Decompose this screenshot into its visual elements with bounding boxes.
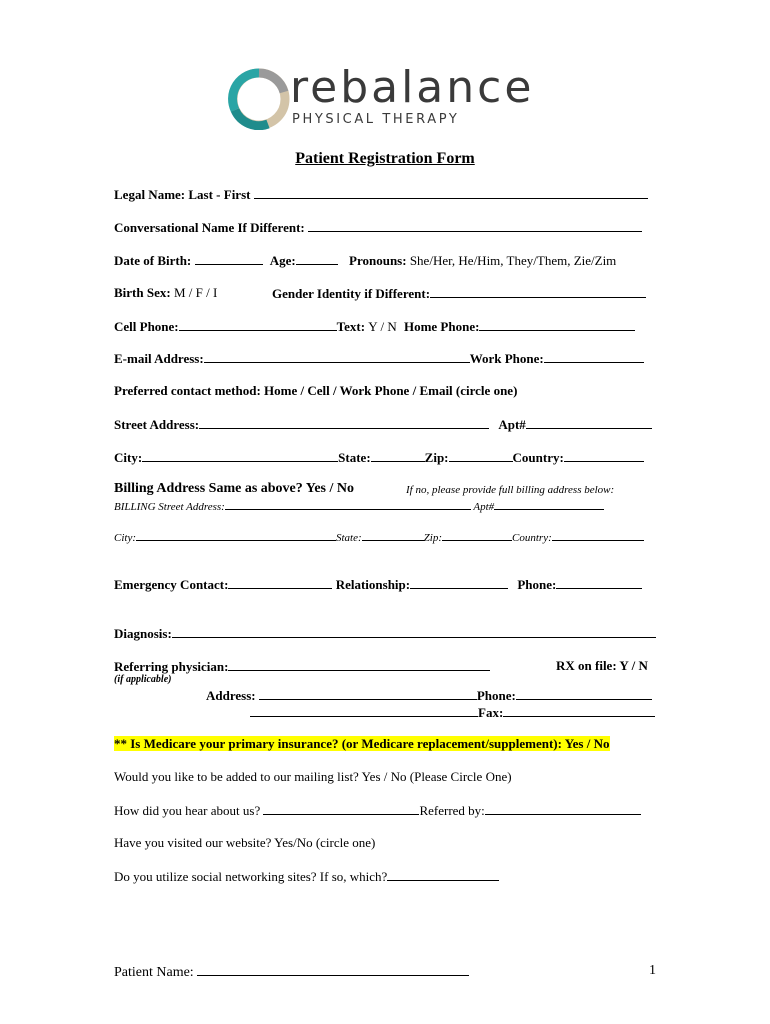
referred-by-label: Referred by: [419,803,485,818]
billing-city-row [114,530,644,544]
age-label: Age: [269,253,296,268]
dob-field[interactable] [195,252,263,265]
logo-wordmark: rebalance [290,62,535,113]
city-row [114,449,644,466]
social-label: Do you utilize social networking sites? If so, which? [114,869,388,884]
billing-street-row [114,499,604,513]
page-number: 1 [649,963,656,978]
phone-row [114,318,635,335]
street-address-label: Street Address: [114,417,200,432]
physician-address-label: Address: [206,688,256,703]
street-row [114,416,652,433]
billing-city-field[interactable] [136,530,336,541]
email-field[interactable] [204,350,470,363]
email-row [114,350,644,367]
legal-name-row [114,186,648,203]
state-label: State: [338,450,371,465]
home-phone-label: Home Phone: [403,319,480,334]
country-label: Country: [512,450,564,465]
billing-state-label: State: [336,532,362,544]
apt-label: Apt# [498,417,526,432]
dob-label: Date of Birth: [114,253,192,268]
billing-country-label: Country: [512,532,552,544]
country-field[interactable] [564,449,644,462]
state-field[interactable] [371,449,425,462]
medicare-question-text[interactable]: ** Is Medicare your primary insurance? (or Medicare replacement/supplement): Yes / No [114,736,610,751]
home-phone-field[interactable] [479,318,635,331]
logo [228,68,290,130]
text-options[interactable]: Y / N [368,319,397,334]
billing-country-field[interactable] [552,530,644,541]
birth-sex-row [114,285,217,301]
emergency-phone-label: Phone: [517,577,557,592]
city-field[interactable] [142,449,338,462]
diagnosis-label: Diagnosis: [114,626,172,641]
apt-field[interactable] [526,416,652,429]
relationship-field[interactable] [410,576,508,589]
billing-apt-field[interactable] [494,499,604,510]
mailing-list-question[interactable]: Would you like to be added to our mailing list? Yes / No (Please Circle One) [114,769,512,784]
physician-address-row [206,687,652,704]
physician-fax-label: Fax: [478,705,504,720]
birth-sex-options[interactable]: M / F / I [173,285,218,300]
social-row [114,868,499,885]
street-address-field[interactable] [199,416,489,429]
cell-phone-field[interactable] [179,318,337,331]
patient-name-row [114,963,469,981]
pronouns-label: Pronouns: [349,253,407,268]
rx-on-file[interactable]: RX on file: Y / N [556,658,648,673]
physician-phone-label: Phone: [476,688,516,703]
billing-note: If no, please provide full billing address below: [406,484,615,496]
city-label: City: [114,450,143,465]
emergency-contact-label: Emergency Contact: [114,577,229,592]
billing-city-label: City: [114,532,136,544]
if-applicable: (if applicable) [114,674,172,685]
billing-zip-label: Zip: [423,532,443,544]
billing-state-field[interactable] [362,530,424,541]
physician-address-line2[interactable] [250,704,478,717]
conversational-name-label: Conversational Name If Different: [114,220,305,235]
emergency-phone-field[interactable] [556,576,642,589]
legal-name-label: Legal Name: Last - First [114,187,251,202]
physician-row [114,658,490,675]
work-phone-label: Work Phone: [469,351,544,366]
work-phone-field[interactable] [544,350,644,363]
emergency-row [114,576,642,593]
birth-sex-label: Birth Sex: [114,285,171,300]
referring-physician-label: Referring physician: [114,659,229,674]
referred-by-field[interactable] [485,802,641,815]
medicare-question [114,736,610,752]
referring-physician-field[interactable] [228,658,490,671]
zip-field[interactable] [449,449,513,462]
emergency-contact-field[interactable] [228,576,332,589]
zip-label: Zip: [424,450,449,465]
hear-about-label: How did you hear about us? [114,803,261,818]
age-field[interactable] [296,252,338,265]
hear-about-field[interactable] [263,802,419,815]
website-question[interactable]: Have you visited our website? Yes/No (circle one) [114,835,376,850]
logo-ring-icon [228,68,290,130]
physician-address-field[interactable] [259,687,477,700]
patient-name-field[interactable] [197,963,469,976]
billing-street-field[interactable] [225,499,471,510]
gender-identity-label: Gender Identity if Different: [272,286,431,301]
hear-about-row [114,802,641,819]
form-title: Patient Registration Form [295,150,475,167]
social-field[interactable] [387,868,499,881]
physician-fax-row [250,704,655,721]
relationship-label: Relationship: [335,577,411,592]
billing-apt-label: Apt# [473,501,495,513]
billing-question[interactable]: Billing Address Same as above? Yes / No [114,481,354,496]
dob-row [114,252,616,269]
gender-identity-row [272,285,646,302]
logo-subtitle: PHYSICAL THERAPY [292,112,460,127]
cell-phone-label: Cell Phone: [114,319,179,334]
physician-phone-field[interactable] [516,687,652,700]
conversational-name-field[interactable] [308,219,642,232]
preferred-contact[interactable]: Preferred contact method: Home / Cell / Work Phone / Email (circle one) [114,383,518,398]
conversational-name-row [114,219,642,236]
pronouns-options[interactable]: She/Her, He/Him, They/Them, Zie/Zim [409,253,617,268]
legal-name-field[interactable] [254,186,648,199]
email-label: E-mail Address: [114,351,204,366]
gender-identity-field[interactable] [430,285,646,298]
patient-name-label: Patient Name: [114,965,194,980]
billing-zip-field[interactable] [442,530,512,541]
physician-fax-field[interactable] [503,704,655,717]
diagnosis-field[interactable] [172,625,656,638]
text-label: Text: [336,319,366,334]
diagnosis-row [114,625,656,642]
billing-street-label: BILLING Street Address: [114,501,225,513]
